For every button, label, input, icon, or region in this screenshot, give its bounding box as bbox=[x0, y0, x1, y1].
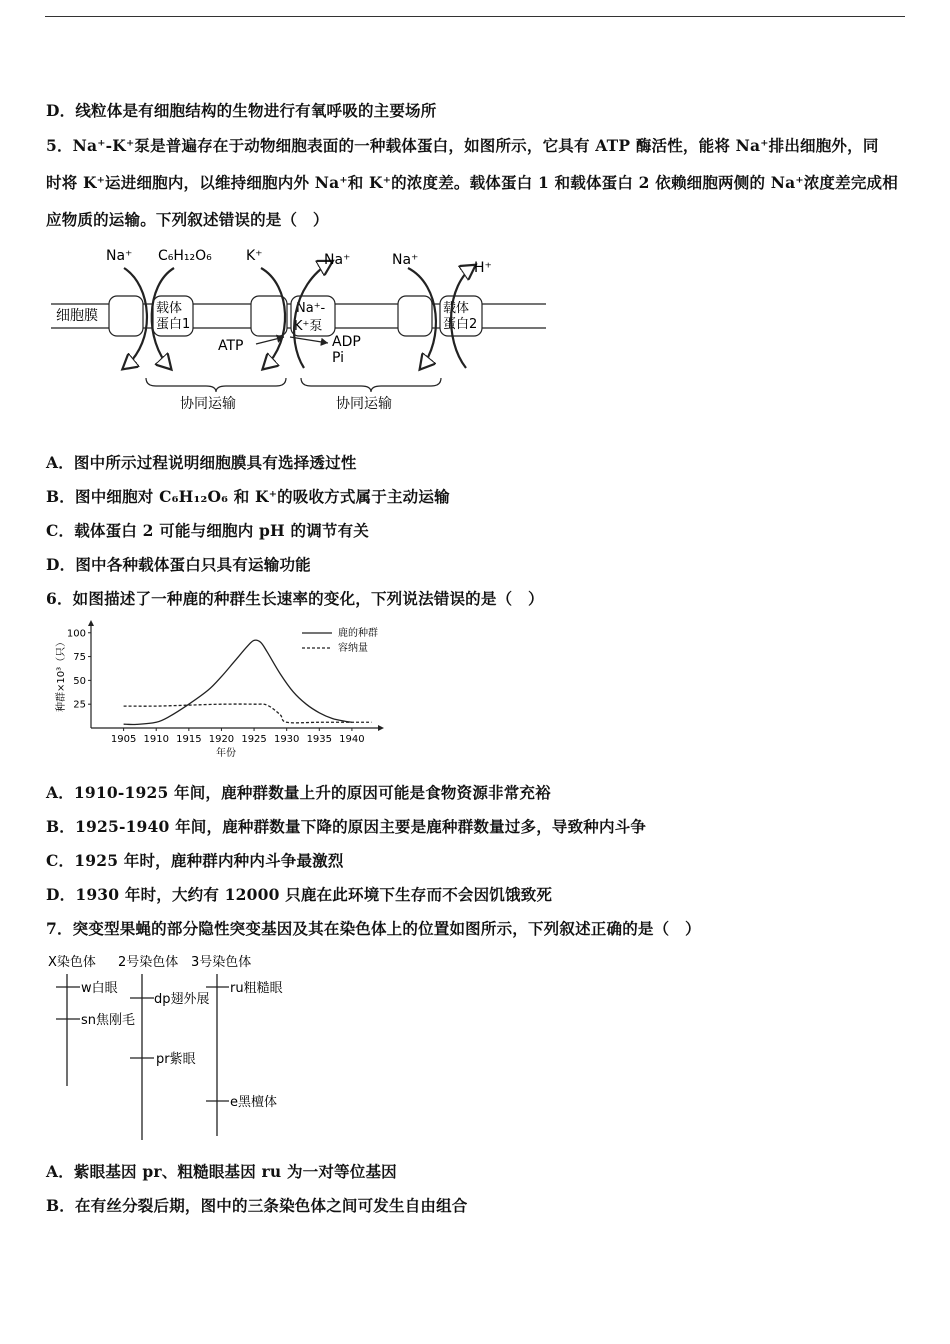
na-label-2: Na⁺ bbox=[324, 252, 351, 268]
cotransport-label-1: 协同运输 bbox=[180, 396, 236, 412]
chrom3-label: 3号染色体 bbox=[191, 955, 252, 970]
na-label-3: Na⁺ bbox=[392, 252, 419, 268]
gene-e-label: e黑檀体 bbox=[230, 1095, 277, 1110]
gene-dp-label: dp翅外展 bbox=[154, 992, 210, 1007]
pump-label-2: K⁺泵 bbox=[294, 319, 323, 334]
q5-stem-line1: 5．Na⁺-K⁺泵是普遍存在于动物细胞表面的一种载体蛋白，如图所示，它具有 ATP 酶活性，能将 Na⁺排出细胞外，同 bbox=[46, 136, 879, 155]
carrier2-label-2: 蛋白2 bbox=[443, 317, 478, 332]
x-axis-arrow bbox=[378, 725, 384, 731]
glucose-label: C₆H₁₂O₆ bbox=[158, 248, 212, 264]
cotransport-label-2: 协同运输 bbox=[336, 396, 392, 412]
y-tick-label: 75 bbox=[73, 652, 86, 664]
pump-label-1: Na⁺- bbox=[296, 301, 326, 316]
adp-label: ADP bbox=[332, 334, 361, 350]
atp-label: ATP bbox=[218, 338, 244, 354]
carrier1-label-1: 载体 bbox=[156, 301, 183, 316]
q5-stem-line2: 时将 K⁺运进细胞内，以维持细胞内外 Na⁺和 K⁺的浓度差。载体蛋白 1 和载体蛋白 2 依赖细胞两侧的 Na⁺浓度差完成相 bbox=[46, 173, 898, 192]
q5-option-a: A．图中所示过程说明细胞膜具有选择透过性 bbox=[46, 453, 357, 472]
q5-option-c: C．载体蛋白 2 可能与细胞内 pH 的调节有关 bbox=[46, 521, 369, 540]
x-tick-label: 1935 bbox=[306, 734, 333, 745]
carrier1-left-block bbox=[109, 296, 143, 336]
q5-option-b: B．图中细胞对 C₆H₁₂O₆ 和 K⁺的吸收方式属于主动运输 bbox=[46, 487, 450, 506]
y-tick-label: 100 bbox=[66, 628, 86, 640]
q6-option-d: D．1930 年时，大约有 12000 只鹿在此环境下生存而不会因饥饿致死 bbox=[46, 885, 553, 904]
carrier2-label-1: 载体 bbox=[443, 301, 470, 316]
series-line-population bbox=[124, 640, 352, 724]
x-tick-label: 1925 bbox=[241, 734, 267, 745]
carrier2-left-block bbox=[398, 296, 432, 336]
y-tick-label: 25 bbox=[73, 699, 86, 711]
chrom2-label: 2号染色体 bbox=[118, 955, 179, 970]
q6-option-c: C．1925 年时，鹿种群内种内斗争最激烈 bbox=[46, 851, 344, 870]
gene-sn-label: sn焦刚毛 bbox=[81, 1013, 136, 1028]
top-rule bbox=[45, 16, 905, 17]
x-tick-label: 1920 bbox=[208, 734, 235, 745]
gene-ru-label: ru粗糙眼 bbox=[230, 981, 283, 996]
x-tick-label: 1940 bbox=[339, 734, 365, 745]
x-tick-label: 1905 bbox=[110, 734, 137, 745]
x-tick-label: 1915 bbox=[176, 734, 202, 745]
q5-option-d: D．图中各种载体蛋白只具有运输功能 bbox=[46, 555, 311, 574]
q7-stem: 7．突变型果蝇的部分隐性突变基因及其在染色体上的位置如图所示，下列叙述正确的是（ ） bbox=[46, 919, 701, 938]
membrane-label: 细胞膜 bbox=[56, 308, 98, 324]
y-tick-label: 50 bbox=[73, 675, 86, 687]
k-label: K⁺ bbox=[246, 248, 263, 264]
q6-option-a: A．1910-1925 年间，鹿种群数量上升的原因可能是食物资源非常充裕 bbox=[46, 783, 551, 802]
gene-pr-label: pr紫眼 bbox=[156, 1052, 196, 1067]
chart-y-label: 种群×10³（只） bbox=[56, 636, 67, 712]
chart-x-label: 年份 bbox=[216, 748, 236, 759]
legend-series-2: 容纳量 bbox=[338, 643, 368, 654]
x-tick-label: 1930 bbox=[273, 734, 300, 745]
q4-option-d: D．线粒体是有细胞结构的生物进行有氧呼吸的主要场所 bbox=[46, 101, 437, 120]
x-chrom-label: X染色体 bbox=[48, 955, 96, 970]
legend-series-1: 鹿的种群 bbox=[338, 628, 378, 639]
deer-population-chart bbox=[46, 620, 396, 760]
q7-option-b: B．在有丝分裂后期，图中的三条染色体之间可发生自由组合 bbox=[46, 1196, 468, 1215]
pump-left-block bbox=[251, 296, 287, 336]
q7-option-a: A．紫眼基因 pr、粗糙眼基因 ru 为一对等位基因 bbox=[46, 1162, 397, 1181]
brace-2 bbox=[301, 378, 441, 392]
q6-stem: 6．如图描述了一种鹿的种群生长速率的变化，下列说法错误的是（ ） bbox=[46, 589, 544, 608]
pi-label: Pi bbox=[332, 350, 345, 366]
gene-w-label: w白眼 bbox=[81, 981, 118, 996]
carrier1-label-2: 蛋白1 bbox=[156, 317, 191, 332]
y-axis-arrow bbox=[88, 620, 94, 626]
brace-1 bbox=[146, 378, 286, 392]
x-tick-label: 1910 bbox=[143, 734, 169, 745]
h-label: H⁺ bbox=[474, 260, 492, 276]
na-label-1: Na⁺ bbox=[106, 248, 133, 264]
chromosome-diagram bbox=[46, 950, 306, 1145]
q6-option-b: B．1925-1940 年间，鹿种群数量下降的原因主要是鹿种群数量过多，导致种内斗争 bbox=[46, 817, 647, 836]
series-line-capacity bbox=[124, 704, 372, 723]
q5-stem-line3: 应物质的运输。下列叙述错误的是（ ） bbox=[46, 210, 329, 229]
membrane-transport-diagram bbox=[46, 240, 556, 420]
